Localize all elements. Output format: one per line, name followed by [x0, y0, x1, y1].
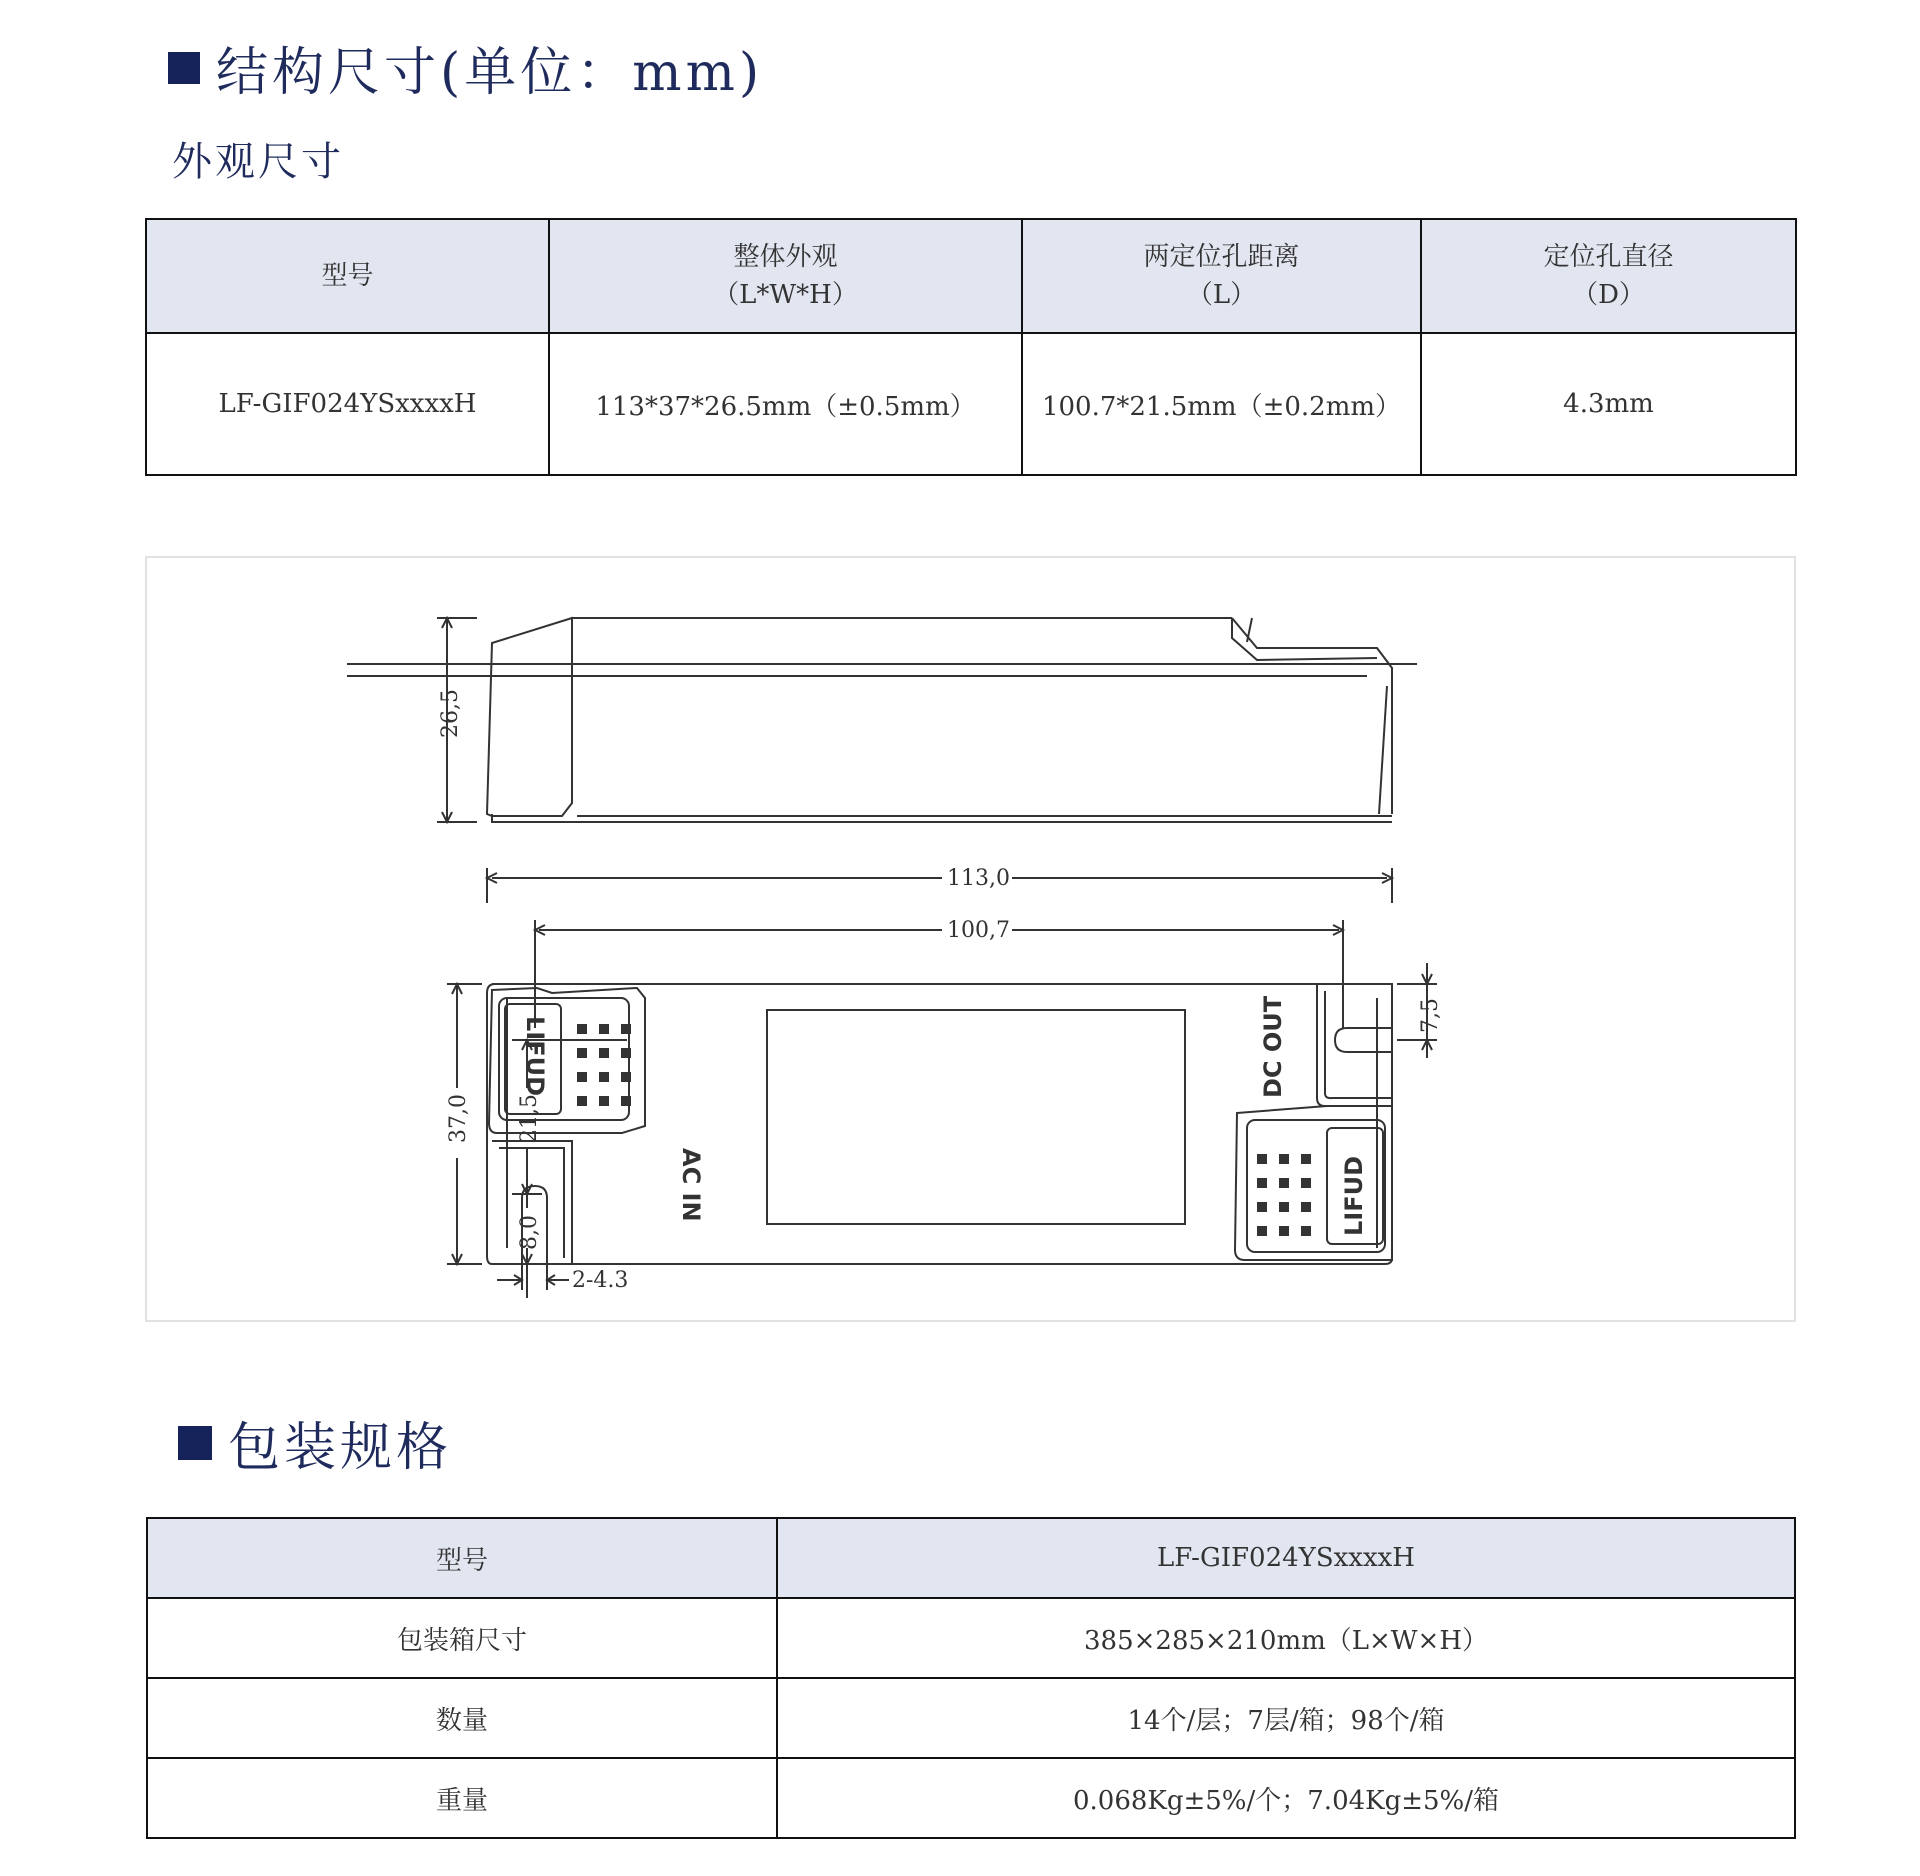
- cell-overall: 113*37*26.5mm（±0.5mm）: [549, 333, 1022, 475]
- header-line1: 型号: [321, 261, 374, 291]
- dim-height-label: 26,5: [438, 689, 463, 738]
- table-row: [147, 1598, 1795, 1678]
- cell-value: 385×285×210mm（L×W×H）: [777, 1598, 1795, 1678]
- header-cell-hole-distance: [1022, 219, 1421, 333]
- output-connector: [1235, 1106, 1392, 1260]
- dim-slot-offset-label: 7,5: [1418, 998, 1443, 1033]
- dim-width-label: 37,0: [446, 1094, 471, 1143]
- table-header-row: [147, 1518, 1795, 1598]
- dim-hole-distance: [535, 918, 1343, 1028]
- header-cell-model: 型号: [147, 1518, 777, 1598]
- section-title-text: 结构尺寸(单位：mm): [216, 43, 764, 103]
- dim-hole-diameter-label: 2-4.3: [572, 1268, 629, 1293]
- cell-model: LF-GIF024YSxxxxH: [146, 333, 549, 475]
- cell-label: 数量: [147, 1678, 777, 1758]
- input-terminal-holes: [577, 1024, 631, 1106]
- header-line2: （L）: [1186, 280, 1257, 310]
- dim-hole-offset-label: 8,0: [517, 1215, 542, 1250]
- header-line1: 定位孔直径: [1543, 242, 1674, 272]
- cell-hole-distance: 100.7*21.5mm（±0.2mm）: [1022, 333, 1421, 475]
- dimensions-table: [145, 218, 1797, 476]
- dim-length: [487, 866, 1392, 903]
- logo-left: LIFUD: [521, 1016, 549, 1097]
- header-line1: 两定位孔距离: [1143, 242, 1300, 272]
- dim-length-label: 113,0: [947, 866, 1010, 891]
- table-header-row: [146, 219, 1796, 333]
- dim-slot-offset: [1397, 963, 1443, 1058]
- cell-value: 0.068Kg±5%/个；7.04Kg±5%/箱: [777, 1758, 1795, 1838]
- table-row: [147, 1678, 1795, 1758]
- header-cell-hole-diameter: [1421, 219, 1796, 333]
- technical-drawing: [145, 556, 1796, 1322]
- output-terminal-holes: [1257, 1154, 1311, 1236]
- packaging-table: [146, 1517, 1796, 1839]
- bullet-square-icon: [178, 1426, 212, 1460]
- subtitle-appearance: 外观尺寸: [172, 139, 344, 185]
- logo-right: LIFUD: [1340, 1155, 1368, 1236]
- header-line1: 整体外观: [733, 242, 838, 272]
- table-row: [147, 1758, 1795, 1838]
- dim-width: [446, 984, 482, 1264]
- drawing-svg: [147, 558, 1794, 1320]
- section-title-text: 包装规格: [228, 1418, 453, 1478]
- header-cell-overall: [549, 219, 1022, 333]
- dim-hole-distance-label: 100,7: [947, 918, 1010, 943]
- side-view: [347, 618, 1417, 822]
- section-title-structure: [168, 30, 763, 105]
- cell-label: 包装箱尺寸: [147, 1598, 777, 1678]
- right-mount-slot: [1317, 984, 1392, 1106]
- ac-in-label: AC IN: [677, 1148, 705, 1222]
- dc-out-label: DC OUT: [1259, 995, 1287, 1098]
- header-cell-model: [146, 219, 549, 333]
- header-line2: （L*W*H）: [713, 280, 858, 310]
- header-line2: （D）: [1572, 280, 1645, 310]
- cell-label: 重量: [147, 1758, 777, 1838]
- table-row: [146, 333, 1796, 475]
- top-view: [487, 984, 1392, 1264]
- input-connector: [489, 988, 645, 1133]
- dim-hole-spacing-label: 21,5: [517, 1094, 542, 1143]
- cell-value: 14个/层；7层/箱；98个/箱: [777, 1678, 1795, 1758]
- cell-hole-diameter: 4.3mm: [1421, 333, 1796, 475]
- bullet-square-icon: [168, 52, 200, 84]
- label-window: [767, 1010, 1185, 1224]
- header-cell-model-value: LF-GIF024YSxxxxH: [777, 1518, 1795, 1598]
- section-title-packaging: [178, 1405, 452, 1480]
